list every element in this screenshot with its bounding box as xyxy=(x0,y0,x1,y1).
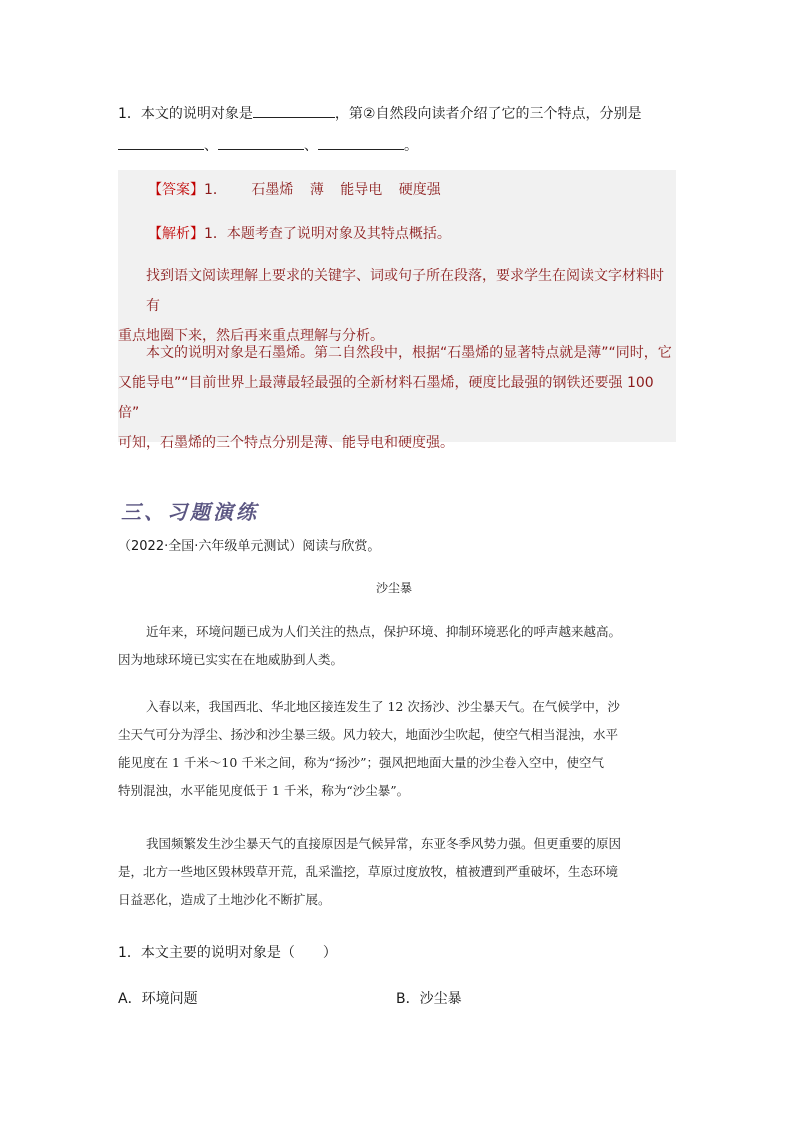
analysis-label: 【解析】 xyxy=(148,226,204,242)
analysis-line-text: 本文的说明对象是石墨烯。第二自然段中，根据“石墨烯的显著特点就是薄”“同时，它 xyxy=(146,345,672,361)
answer-analysis-box xyxy=(118,170,676,451)
question-1 xyxy=(118,102,641,125)
answer-blank-feature-1[interactable] xyxy=(118,134,204,150)
article-line: 尘天气可分为浮尘、扬沙和沙尘暴三级。风力较大，地面沙尘吹起，使空气相当混浊，水平 xyxy=(118,727,619,742)
answer-item: 薄 xyxy=(309,182,324,198)
analysis-text: 1．本题考查了说明对象及其特点概括。 xyxy=(204,226,451,242)
analysis-paragraph-2 xyxy=(118,338,676,458)
article-line: 日益恶化，造成了土地沙化不断扩展。 xyxy=(118,892,331,907)
answer-item: 硬度强 xyxy=(398,182,441,198)
article-paragraph-1 xyxy=(118,618,688,674)
article-line: 特别混浊，水平能见度低于 1 千米，称为“沙尘暴”。 xyxy=(118,783,410,798)
article-line: 能见度在 1 千米～10 千米之间，称为“扬沙”；强风把地面大量的沙尘卷入空中，使空气 xyxy=(118,755,605,770)
answer-item: 石墨烯 xyxy=(251,182,294,198)
section-title: 三、习题演练 xyxy=(121,500,259,524)
analysis-line-text: 找到语文阅读理解上要求的关键字、词或句子所在段落，要求学生在阅读文字材料时有 xyxy=(146,268,664,314)
analysis-line-text: 可知，石墨烯的三个特点分别是薄、能导电和硬度强。 xyxy=(118,435,454,451)
article-line: 入春以来，我国西北、华北地区接连发生了 12 次扬沙、沙尘暴天气。在气候学中，沙 xyxy=(146,699,620,714)
exercise-source: （2022·全国·六年级单元测试）阅读与欣赏。 xyxy=(118,539,381,554)
separator: 、 xyxy=(204,138,218,154)
answer-blank-object[interactable] xyxy=(253,102,335,118)
article-line: 我国频繁发生沙尘暴天气的直接原因是气候异常，东亚冬季风势力强。但更重要的原因 xyxy=(146,836,622,851)
analysis-line-text: 又能导电”“目前世界上最薄最轻最强的全新材料石墨烯，硬度比最强的钢铁还要强 100 倍” xyxy=(118,375,654,421)
article-line: 是，北方一些地区毁林毁草开荒，乱采滥挖，草原过度放牧，植被遭到严重破坏，生态环境 xyxy=(118,864,619,879)
question-1-middle: ，第②自然段向读者介绍了它的三个特点，分别是 xyxy=(334,106,642,122)
option-a[interactable]: A．环境问题 xyxy=(118,991,198,1007)
answer-line xyxy=(148,179,441,199)
article-line: 近年来，环境问题已成为人们关注的热点，保护环境、抑制环境恶化的呼声越来越高。 xyxy=(146,624,622,639)
article-title: 沙尘暴 xyxy=(376,581,413,595)
answer-item: 能导电 xyxy=(340,182,383,198)
mc-question: 1．本文主要的说明对象是（ ） xyxy=(118,945,337,961)
answer-label: 【答案】 xyxy=(148,182,204,198)
article-paragraph-2 xyxy=(118,693,688,805)
answer-num: 1． xyxy=(204,182,227,198)
answer-blank-feature-2[interactable] xyxy=(218,134,304,150)
option-b[interactable]: B．沙尘暴 xyxy=(396,991,462,1007)
analysis-line-text: 重点地圈下来，然后再来重点理解与分析。 xyxy=(118,328,384,344)
question-1-blanks-line xyxy=(118,134,418,157)
separator: 、 xyxy=(304,138,318,154)
article-line: 因为地球环境已实实在在地威胁到人类。 xyxy=(118,652,344,667)
period: 。 xyxy=(404,138,418,154)
analysis-line xyxy=(148,223,451,243)
question-1-prefix: 1．本文的说明对象是 xyxy=(118,106,253,122)
answer-blank-feature-3[interactable] xyxy=(318,134,404,150)
article-paragraph-3 xyxy=(118,830,688,914)
